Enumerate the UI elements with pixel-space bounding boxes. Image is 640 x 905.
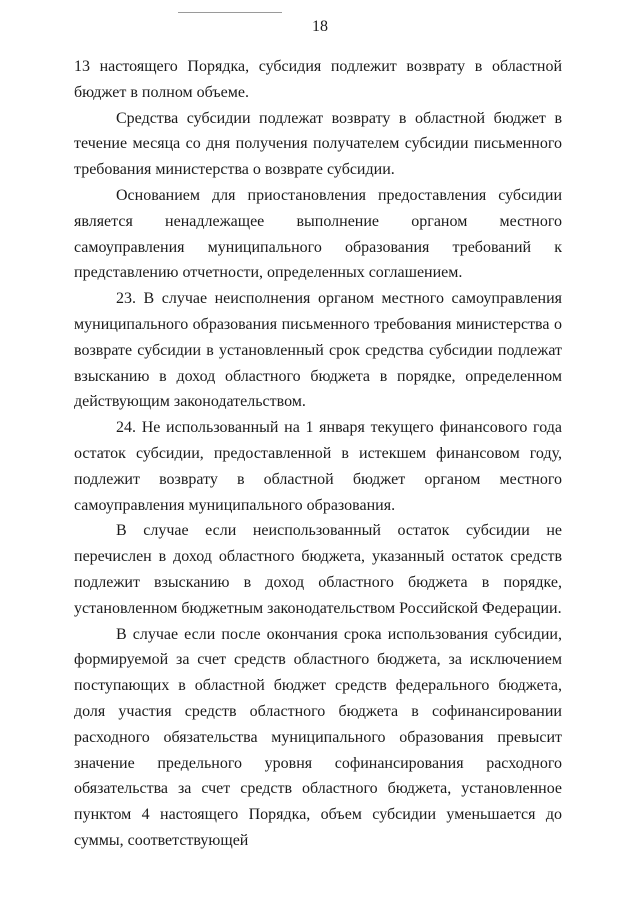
paragraph-cofinancing: В случае если после окончания срока использования субсидии, формируемой за счет средств областного бюджета, за исключением поступающих в областной бюджет средств федерального бюджета, доля участия средств областного бюджета в софинансировании расходного обязательства муниципального образования превысит значение предельного уровня софинансирования расходного обязательства за счет средств областного бюджета, установленное пунктом 4 настоящего Порядка, объем субсидии уменьшается до суммы, соответствующей [74,625,562,849]
paragraph-suspension-grounds: Основанием для приостановления предоставления субсидии является ненадлежащее выполнение органом местного самоуправления муниципального образования требований к представлению отчетности, определенных соглашением. [74,186,562,282]
document-body [74,54,562,854]
page-number: 18 [312,18,328,35]
scan-mark [178,12,282,13]
paragraph-item-24: 24. Не использованный на 1 января текущего финансового года остаток субсидии, предоставленной в истекшем финансовом году, подлежит возврату в областной бюджет органом местного самоуправления муниципального образования. [74,419,562,514]
paragraph-item-23: 23. В случае неисполнения органом местного самоуправления муниципального образования письменного требования министерства о возврате субсидии в установленный срок средства субсидии подлежат взысканию в доход областного бюджета в порядке, определенном действующим законодательством. [74,290,562,411]
paragraph-unused-balance: В случае если неиспользованный остаток субсидии не перечислен в доход областного бюджета, указанный остаток средств подлежит взысканию в доход областного бюджета в порядке, установленном бюджетным законодательством Российской Федерации. [74,522,562,617]
paragraph-return-deadline: Средства субсидии подлежат возврату в областной бюджет в течение месяца со дня получения получателем субсидии письменного требования министерства о возврате субсидии. [74,109,562,179]
paragraph-continuation: 13 настоящего Порядка, субсидия подлежит возврату в областной бюджет в полном объеме. [74,58,562,101]
